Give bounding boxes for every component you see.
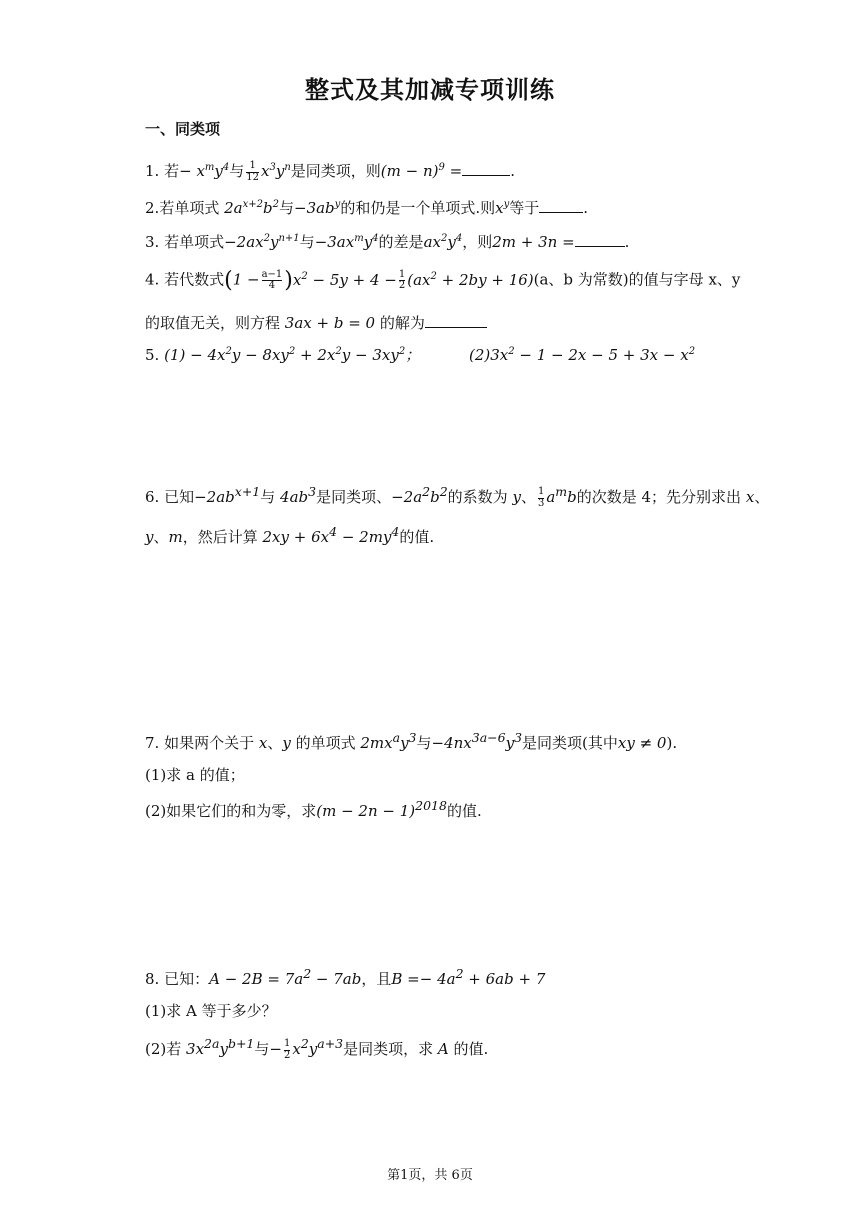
question-2: 2.若单项式 $2a^{x+2}b^2$与$-3ab^y$的和仍是一个单项式.则$x^y$等于 . bbox=[145, 199, 589, 217]
fraction: $\frac{1}{2}$ bbox=[398, 268, 406, 291]
question-1: 1. 若− $x^my^4$与 $\frac{1}{12}$ $x^3y^n$是同类项，则$(m - n)^9$ = . bbox=[145, 160, 515, 183]
question-4-line-2: 的取值无关，则方程 3ax + b = 0 的解为 bbox=[145, 312, 487, 333]
question-6: 6. 已知$-2ab^{x+1}$与 $4ab^3$是同类项、$-2a^2b^2$的系数为 y、 $\frac{1}{3}$ $a^mb$的次数是 4；先分别求出 x、 bbox=[145, 484, 770, 509]
question-7-part-2: (2)如果它们的和为零，求$(m - 2n - 1)^{2018}$的值. bbox=[145, 798, 482, 820]
section-heading: 一、同类项 bbox=[145, 120, 221, 138]
question-8: 8. 已知：$A - 2B = 7a^2 - 7ab$，且$B =- 4a^2 + 6ab + 7$ bbox=[145, 966, 546, 988]
page-footer: 第1页，共 6页 bbox=[387, 1168, 473, 1183]
fraction: $\frac{1}{12}$ bbox=[246, 160, 259, 183]
question-8-part-1: (1)求 A 等于多少？ bbox=[145, 1002, 277, 1020]
question-5: 5. $(1) - 4x^2y - 8xy^2 + 2x^2y - 3xy^2$； $(2)3x^2 - 1 - 2x - 5 + 3x - x^2$ bbox=[145, 346, 696, 364]
answer-blank[interactable] bbox=[539, 198, 583, 213]
question-7-part-1: (1)求 a 的值； bbox=[145, 766, 245, 784]
question-3: 3. 若单项式$-2ax^2y^{n+1}$与$-3ax^my^4$的差是$ax^2y^4$，则2m + 3n = . bbox=[145, 233, 630, 251]
answer-blank[interactable] bbox=[462, 161, 510, 176]
fraction: $\frac{a-1}{4}$ bbox=[261, 268, 283, 291]
answer-blank[interactable] bbox=[425, 313, 487, 328]
question-8-part-2: (2)若 $3x^{2a}y^{b+1}$与− $\frac{1}{2}$ $x^2y^{a+3}$是同类项，求 A 的值. bbox=[145, 1036, 489, 1061]
page-title: 整式及其加减专项训练 bbox=[305, 75, 555, 104]
question-6-line-2: y、m，然后计算 $2xy + 6x^4 - 2my^4$的值. bbox=[145, 524, 435, 546]
question-7: 7. 如果两个关于 x、y 的单项式 $2mx^ay^3$与$-4nx^{3a-6}y^3$是同类项(其中xy ≠ 0). bbox=[145, 730, 678, 752]
answer-blank[interactable] bbox=[575, 232, 625, 247]
question-4: 4. 若代数式(1 − $\frac{a-1}{4}$ )$x^2 - 5y + 4$ − $\frac{1}{2}$ $(ax^2 + 2by + 16)(a$、b 为常数)的值与字母 x、y bbox=[145, 268, 741, 293]
